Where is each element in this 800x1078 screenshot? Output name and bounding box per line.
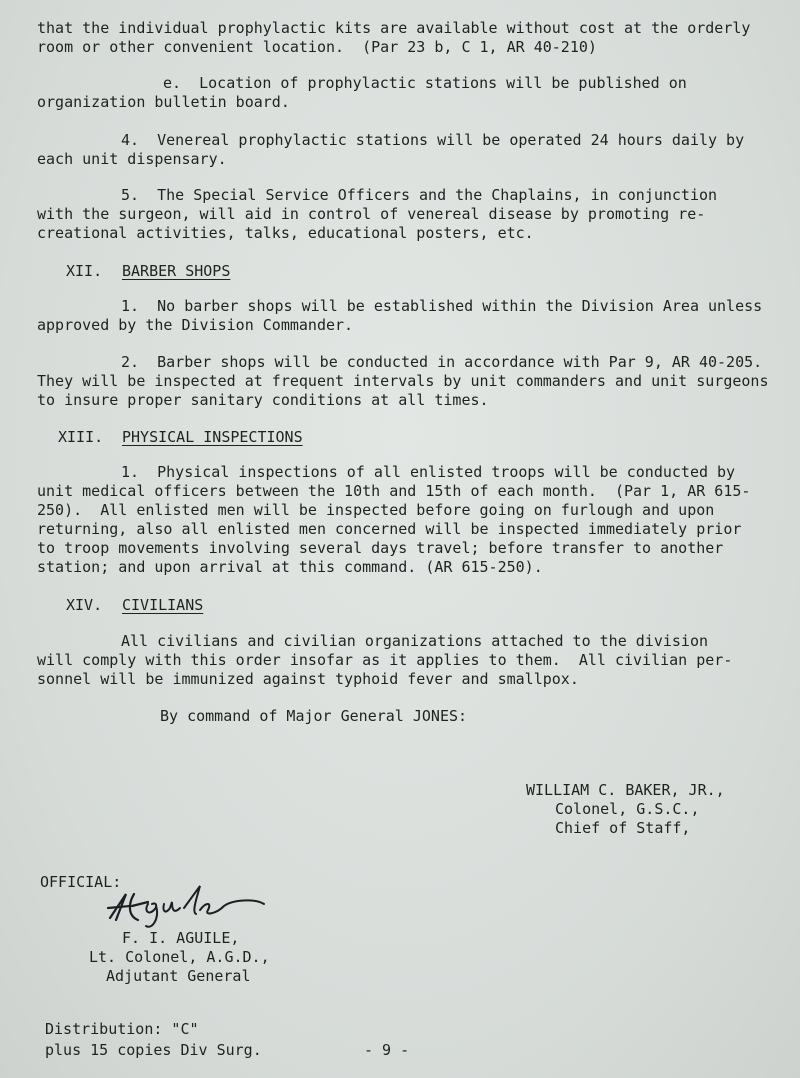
xiv-para-line-2: will comply with this order insofar as it applies to them. All civilian per-	[37, 651, 733, 669]
official-rank: Lt. Colonel, A.G.D.,	[89, 948, 270, 966]
xiii-para-line-2: unit medical officers between the 10th and 15th of each month. (Par 1, AR 615-	[37, 482, 751, 500]
xiv-para-line-1: All civilians and civilian organizations attached to the division	[121, 632, 708, 650]
section-xiii-title: PHYSICAL INSPECTIONS	[122, 428, 303, 446]
para-e-line-1: e. Location of prophylactic stations will be published on	[163, 74, 687, 92]
xiii-para-line-1: 1. Physical inspections of all enlisted troops will be conducted by	[121, 463, 736, 481]
chief-of-staff-title: Chief of Staff,	[555, 819, 691, 837]
chief-of-staff-rank: Colonel, G.S.C.,	[555, 800, 700, 818]
intro-line-1: that the individual prophylactic kits are available without cost at the orderly	[37, 19, 751, 37]
xii-para-2-line-1: 2. Barber shops will be conducted in accordance with Par 9, AR 40-205.	[121, 353, 763, 371]
by-command-line: By command of Major General JONES:	[160, 707, 468, 725]
xiv-para-line-3: sonnel will be immunized against typhoid fever and smallpox.	[37, 670, 579, 688]
xiii-para-line-3: 250). All enlisted men will be inspected before going on furlough and upon	[37, 501, 715, 519]
para-5-line-2: with the surgeon, will aid in control of venereal disease by promoting re-	[37, 205, 706, 223]
page-number: - 9 -	[364, 1041, 410, 1059]
xiii-para-line-6: station; and upon arrival at this command. (AR 615-250).	[37, 558, 543, 576]
xiii-para-line-4: returning, also all enlisted men concerned will be inspected immediately prior	[37, 520, 742, 538]
intro-line-2: room or other convenient location. (Par 23 b, C 1, AR 40-210)	[37, 38, 597, 56]
xii-para-1-line-1: 1. No barber shops will be established within the Division Area unless	[121, 297, 763, 315]
para-e-line-2: organization bulletin board.	[37, 93, 290, 111]
section-xii-number: XII.	[66, 262, 103, 280]
section-xiv-number: XIV.	[66, 596, 103, 614]
xii-para-2-line-3: to insure proper sanitary conditions at all times.	[37, 391, 489, 409]
chief-of-staff-name: WILLIAM C. BAKER, JR.,	[526, 781, 725, 799]
section-xiv-title: CIVILIANS	[122, 596, 204, 614]
para-4-line-2: each unit dispensary.	[37, 150, 227, 168]
distribution-line-1: Distribution: "C"	[45, 1020, 199, 1038]
para-5-line-1: 5. The Special Service Officers and the Chaplains, in conjunction	[121, 186, 718, 204]
official-name: F. I. AGUILE,	[122, 929, 240, 947]
xiii-para-line-5: to troop movements involving several days travel; before transfer to another	[37, 539, 724, 557]
xii-para-2-line-2: They will be inspected at frequent intervals by unit commanders and unit surgeons	[37, 372, 769, 390]
xii-para-1-line-2: approved by the Division Commander.	[37, 316, 354, 334]
section-xiii-number: XIII.	[58, 428, 104, 446]
official-label: OFFICIAL:	[40, 873, 122, 891]
para-4-line-1: 4. Venereal prophylactic stations will be operated 24 hours daily by	[121, 131, 745, 149]
distribution-line-2: plus 15 copies Div Surg.	[45, 1041, 262, 1059]
official-title: Adjutant General	[106, 967, 251, 985]
section-xii-title: BARBER SHOPS	[122, 262, 231, 280]
para-5-line-3: creational activities, talks, educational posters, etc.	[37, 224, 534, 242]
